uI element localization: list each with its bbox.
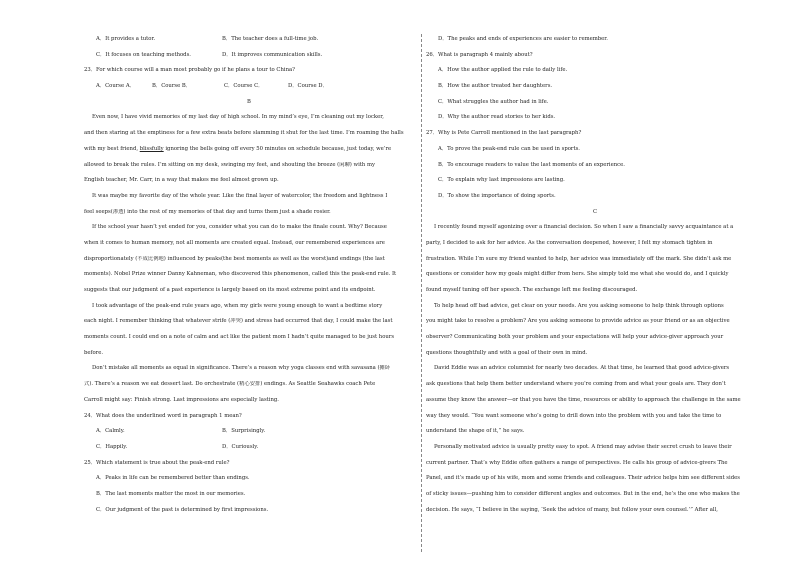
q27-option-d: D．To show the importance of doing sports.: [438, 192, 556, 199]
passage-c-line: frustration. While I’m sure my friend wanted to help, her advice was immediately off the mark. She didn’t ask me: [426, 255, 732, 262]
passage-c-line: David Eddie was an advice columnist for nearly two decades. At that time, he learned that good advice-givers: [434, 365, 730, 372]
q27-option-a: A．To prove the peak-end rule can be used in sports.: [438, 145, 580, 152]
q23-option-c: C．Course C．: [224, 83, 264, 90]
q22-option-a: A．It provides a tutor.: [96, 36, 156, 42]
passage-c-line: assume they know the answer—or that you have the time, resources or ability to approach the challenge in the same: [426, 396, 741, 403]
passage-b-line: allowed to break the rules. I’m sitting on my desk, swinging my feet, and shouting the breeze (闲聊) with my: [84, 161, 376, 168]
q24-options-row2: [84, 444, 414, 460]
passage-b-line: when it comes to human memory, not all moments are created equal. Instead, our remembered experiences are: [84, 239, 385, 246]
passage-c-line: ask questions that help them better understand where you’re coming from and what your goals are. They don’t: [426, 381, 726, 388]
passage-b-line: Don’t mistake all moments as equal in significance. There’s a reason why yoga classes end with savasana (摊卧: [92, 365, 391, 372]
passage-b-line: and then staring at the emptiness for a few extra beats before slamming it shut for the last time. I’m roaming the halls: [84, 130, 404, 137]
q23-option-b: B．Course B．: [152, 83, 192, 90]
q23-options: [84, 83, 414, 99]
passage-c-line: current partner. That’s why Eddie often gathers a range of perspectives. He calls his group of advice-givers The: [426, 459, 728, 466]
q26-stem: 26．What is paragraph 4 mainly about?: [426, 51, 533, 58]
passage-b-line: English teacher, Mr. Carr, in a way that makes me feel almost grown up.: [84, 177, 279, 184]
passage-b-line: If the school year hasn’t yet ended for you, consider what you can do to make the finale count. Why? Because: [92, 224, 387, 231]
q24-option-d: D．Curiously.: [222, 443, 259, 450]
q25-option-a: A．Peaks in life can be remembered better than endings.: [96, 475, 250, 482]
q26-option-c: C．What struggles the author had in life.: [438, 98, 549, 105]
q24-options-row1: [84, 428, 414, 444]
passage-b-line: each night. I remember thinking that whatever strife (冲突) and stress had occurred that day, I could make the last: [84, 318, 393, 325]
q27-stem: 27．Why is Pete Carroll mentioned in the last paragraph?: [426, 130, 582, 137]
right-column: [426, 36, 764, 522]
q26-option-a: A．How the author applied the rule to daily life.: [438, 67, 568, 74]
q24-stem: 24．What does the underlined word in paragraph 1 mean?: [84, 412, 242, 419]
passage-c-line: found myself tuning off her speech. The exchange left me feeling discouraged.: [426, 287, 638, 293]
q25-stem: 25．Which statement is true about the peak-end rule?: [84, 459, 230, 466]
passage-c-line: questions thoughtfully and with a goal of their own in mind.: [426, 349, 588, 356]
q24-option-c: C．Happily.: [96, 443, 128, 450]
column-divider: [421, 34, 422, 552]
q22-option-d: D．It improves communication skills.: [222, 51, 323, 58]
passage-c-line: Panel, and it’s made up of his wife, mom and some friends and colleagues. Their advice helps him see different sides: [426, 475, 740, 482]
passage-c-line: I recently found myself agonizing over a financial decision. So when I saw a financially savvy acquaintance at a: [434, 224, 734, 231]
passage-b-line: disproportionately (不成比例地) influenced by peaks(the best moments as well as the worst)and endings (the last: [84, 255, 385, 262]
passage-c-heading: C: [592, 208, 598, 215]
passage-c-line: decision. He says, “I believe in the saying, ‘Seek the advice of many, but follow your own counsel.’” After all,: [426, 506, 718, 513]
q22-option-c: C．It focuses on teaching methods.: [96, 51, 191, 58]
passage-b-line: Even now, I have vivid memories of my last day of high school. In my mind’s eye, I’m cleaning out my locker,: [92, 114, 384, 121]
passage-c-line: way they would. “You want someone who’s going to drill down into the problem with you and take the time to: [426, 412, 722, 419]
underlined-word: blissfully: [139, 145, 164, 152]
q23-option-d: D．Course D．: [288, 83, 328, 90]
q27-option-c: C．To explain why last impressions are lasting.: [438, 177, 565, 184]
passage-c-line: To help head off bad advice, get clear on your needs. Are you asking someone to help think through options: [434, 302, 724, 309]
text-run: ignoring the bells going off every 50 minutes on schedule because, just today, we’re: [163, 145, 392, 152]
passage-b-line: moments). Nobel Prize winner Danny Kahneman, who discovered this phenomenon, called this the peak-end rule. It: [84, 271, 397, 278]
passage-c-line: of sticky issues—pushing him to consider different angles and outcomes. But in the end, he’s the one who makes the: [426, 490, 740, 497]
q23-option-a: A．Course A．: [96, 83, 135, 90]
passage-c-line: questions or consider how my goals might differ from hers. She simply told me what she would do, and I quickly: [426, 271, 729, 278]
q22-options-row2: [84, 52, 414, 68]
passage-b-line: I took advantage of the peak-end rule years ago, when my girls were young enough to want a bedtime story: [92, 302, 383, 309]
text-run: with my best friend,: [84, 145, 140, 152]
passage-b-line: 式). There’s a reason we eat dessert last. Do orchestrate (精心安排) endings. As Seattle Seahawks coach Pete: [84, 381, 376, 388]
passage-c-line: Personally motivated advice is usually pretty easy to spot. A friend may advise their secret crush to leave their: [434, 443, 732, 450]
q22-options-row1: [84, 36, 414, 52]
passage-b-line: feel seeps(渗透) into the rest of my memories of that day and turns them just a shade rosier.: [84, 208, 331, 215]
q27-option-b: B．To encourage readers to value the last moments of an experience.: [438, 161, 625, 168]
passage-b-line: Carroll might say: Finish strong. Last impressions are especially lasting.: [84, 396, 279, 403]
passage-b-line: suggests that our judgment of a past experience is largely based on its most extreme point and its endpoint.: [84, 287, 376, 293]
q25-option-b: B．The last moments matter the most in our memories.: [96, 490, 246, 497]
q25-option-c: C．Our judgment of the past is determined by first impressions.: [96, 506, 269, 513]
q23-stem: 23．For which course will a man most probably go if he plans a tour to China?: [84, 67, 295, 74]
passage-c-line: you might take to resolve a problem? Are you asking someone to provide advice as your friend or as an objective: [426, 318, 730, 325]
passage-c-line: understand the shape of it,” he says.: [426, 428, 525, 435]
q24-option-b: B．Surprisingly.: [222, 428, 266, 435]
q25-option-d: D．The peaks and ends of experiences are easier to remember.: [438, 36, 608, 42]
passage-b-line: before.: [84, 349, 104, 356]
left-column: [84, 36, 414, 522]
q24-option-a: A．Calmly.: [96, 428, 125, 435]
q26-option-b: B．How the author treated her daughters.: [438, 83, 553, 90]
q26-option-d: D．Why the author read stories to her kids.: [438, 114, 556, 121]
passage-c-line: party, I decided to ask for her advice. As the conversation deepened, however, I felt my stomach tighten in: [426, 239, 713, 246]
q22-option-b: B．The teacher does a full-time job.: [222, 36, 319, 42]
passage-b-line: moments count. I could end on a note of calm and act like the patient mom I hadn’t quite managed to be just hours: [84, 334, 395, 341]
passage-b-heading: B: [247, 98, 251, 105]
passage-b-line-blissfully: [84, 146, 414, 162]
passage-c-line: observer? Communicating both your problem and your expectations will help your advice-giver approach your: [426, 334, 724, 341]
passage-b-line: It was maybe my favorite day of the whole year. Like the final layer of watercolor, the freedom and lightness I: [92, 192, 388, 199]
